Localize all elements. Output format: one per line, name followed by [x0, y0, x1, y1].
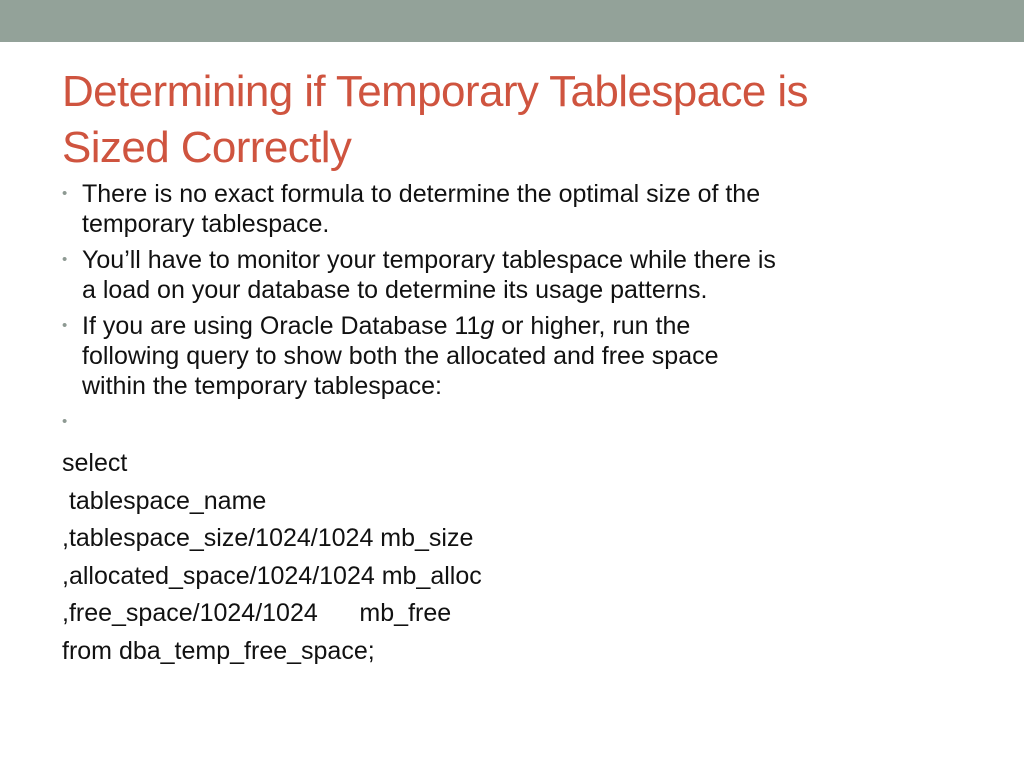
bullet-text-line: within the temporary tablespace: [82, 372, 442, 400]
bullet-icon: • [62, 317, 68, 334]
sql-query-line: tablespace_name [62, 486, 267, 515]
bullet-item [62, 179, 982, 239]
bullet-text-line: a load on your database to determine its usage patterns. [82, 276, 708, 304]
bullet-item [62, 245, 982, 305]
bullet-item [62, 311, 982, 401]
bullet-text-line [82, 311, 982, 341]
bullet-text-line: There is no exact formula to determine the optimal size of the [82, 180, 761, 208]
sql-query-block [62, 445, 982, 671]
sql-query-line: from dba_temp_free_space; [62, 636, 375, 665]
bullet-text-line: following query to show both the allocated and free space [82, 342, 719, 370]
bullet-text-line: You’ll have to monitor your temporary tablespace while there is [82, 246, 776, 274]
title-line-1: Determining if Temporary Tablespace is [62, 67, 808, 116]
bullet-text-line: temporary tablespace. [82, 210, 330, 238]
sql-query-line: select [62, 449, 128, 477]
sql-query-line: ,tablespace_size/1024/1024 mb_size [62, 524, 474, 553]
sql-query-line: ,allocated_space/1024/1024 mb_alloc [62, 561, 482, 590]
bullet-text-fragment: If you are using Oracle Database 11 [82, 312, 481, 340]
bullet-icon: • [62, 413, 68, 430]
version-suffix-italic: g [480, 312, 495, 340]
top-accent-bar [0, 0, 1024, 42]
title-line-2: Sized Correctly [62, 123, 352, 172]
slide-title [62, 64, 982, 176]
bullet-list [62, 179, 982, 439]
bullet-text-fragment: or higher, run the [494, 312, 691, 340]
sql-query-line: ,free_space/1024/1024 mb_free [62, 599, 452, 628]
bullet-icon: • [62, 185, 68, 202]
bullet-icon: • [62, 251, 68, 268]
slide-body [62, 179, 982, 671]
empty-bullet-item [62, 407, 982, 439]
